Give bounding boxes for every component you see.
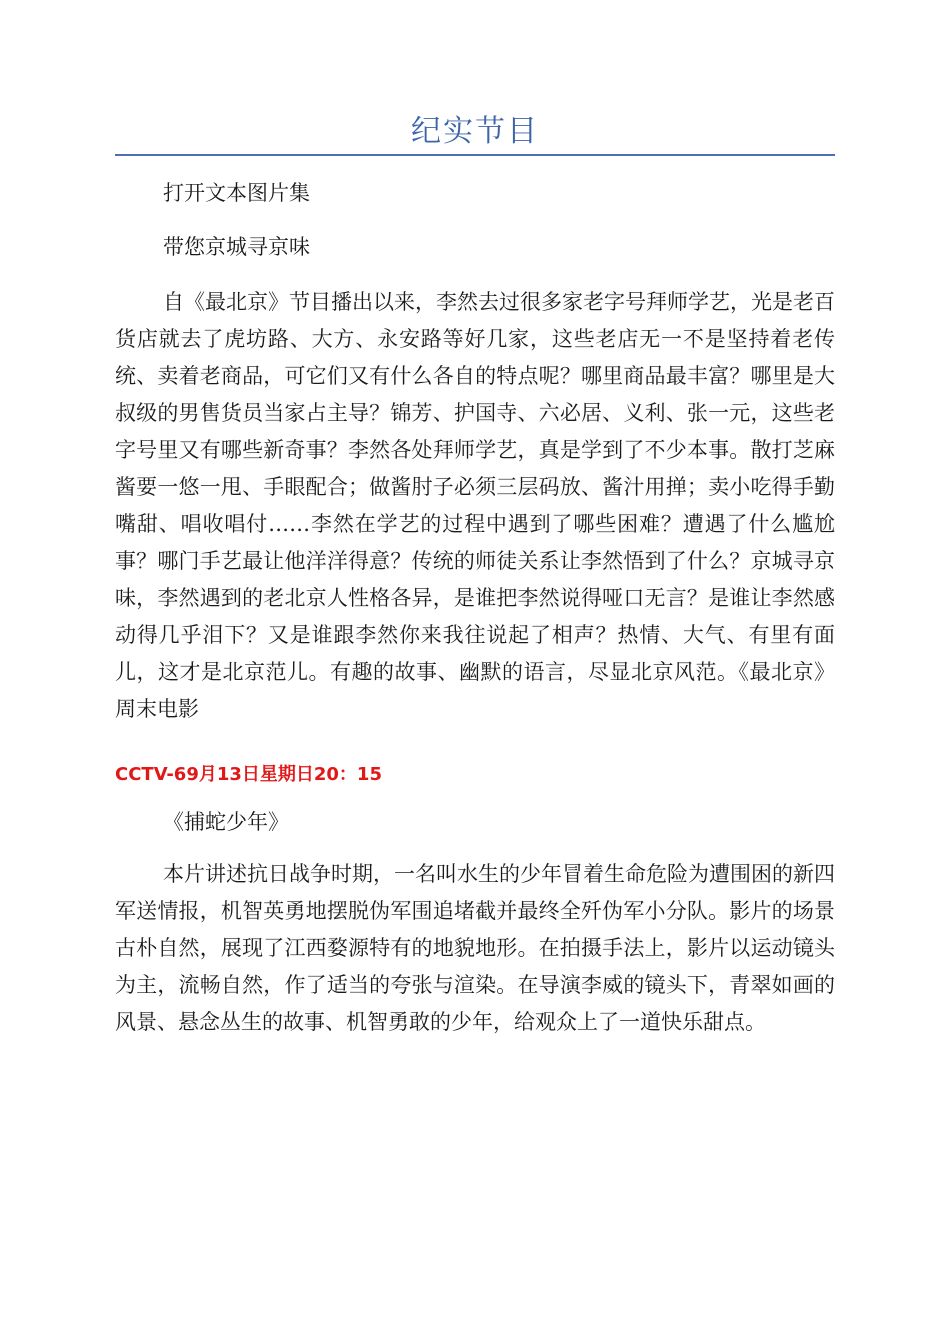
page-title: 纪实节目 xyxy=(411,114,539,149)
intro-link-paragraph: 打开文本图片集 xyxy=(163,181,310,205)
subtitle-paragraph: 带您京城寻京味 xyxy=(163,235,310,259)
film-title-paragraph: 《捕蛇少年》 xyxy=(163,810,289,834)
film-description-paragraph: 本片讲述抗日战争时期，一名叫水生的少年冒着生命危险为遭围困的新四军送情报，机智英勇地摆脱伪军围追堵截并最终全歼伪军小分队。影片的场景古朴自然，展现了江西婺源特有的地貌地形。在拍摄手法上，影片以运动镜头为主，流畅自然，作了适当的夸张与渲染。在导演李威的镜头下，青翠如画的风景、悬念丛生的故事、机智勇敢的少年，给观众上了一道快乐甜点。 xyxy=(115,862,835,1034)
title-divider xyxy=(115,154,835,156)
airtime-heading: CCTV-69月13日星期日20：15 xyxy=(115,764,382,785)
main-body-paragraph: 自《最北京》节目播出以来，李然去过很多家老字号拜师学艺，光是老百货店就去了虎坊路、大方、永安路等好几家，这些老店无一不是坚持着老传统、卖着老商品，可它们又有什么各自的特点呢？哪里商品最丰富？哪里是大叔级的男售货员当家占主导？锦芳、护国寺、六必居、义利、张一元，这些老字号里又有哪些新奇事？李然各处拜师学艺，真是学到了不少本事。散打芝麻酱要一悠一甩、手眼配合；做酱肘子必须三层码放、酱汁用掸；卖小吃得手勤嘴甜、唱收唱付……李然在学艺的过程中遇到了哪些困难？遭遇了什么尴尬事？哪门手艺最让他洋洋得意？传统的师徒关系让李然悟到了什么？京城寻京味，李然遇到的老北京人性格各异，是谁把李然说得哑口无言？是谁让李然感动得几乎泪下？又是谁跟李然你来我往说起了相声？热情、大气、有里有面儿，这才是北京范儿。有趣的故事、幽默的语言，尽显北京风范。《最北京》周末电影 xyxy=(115,290,835,721)
